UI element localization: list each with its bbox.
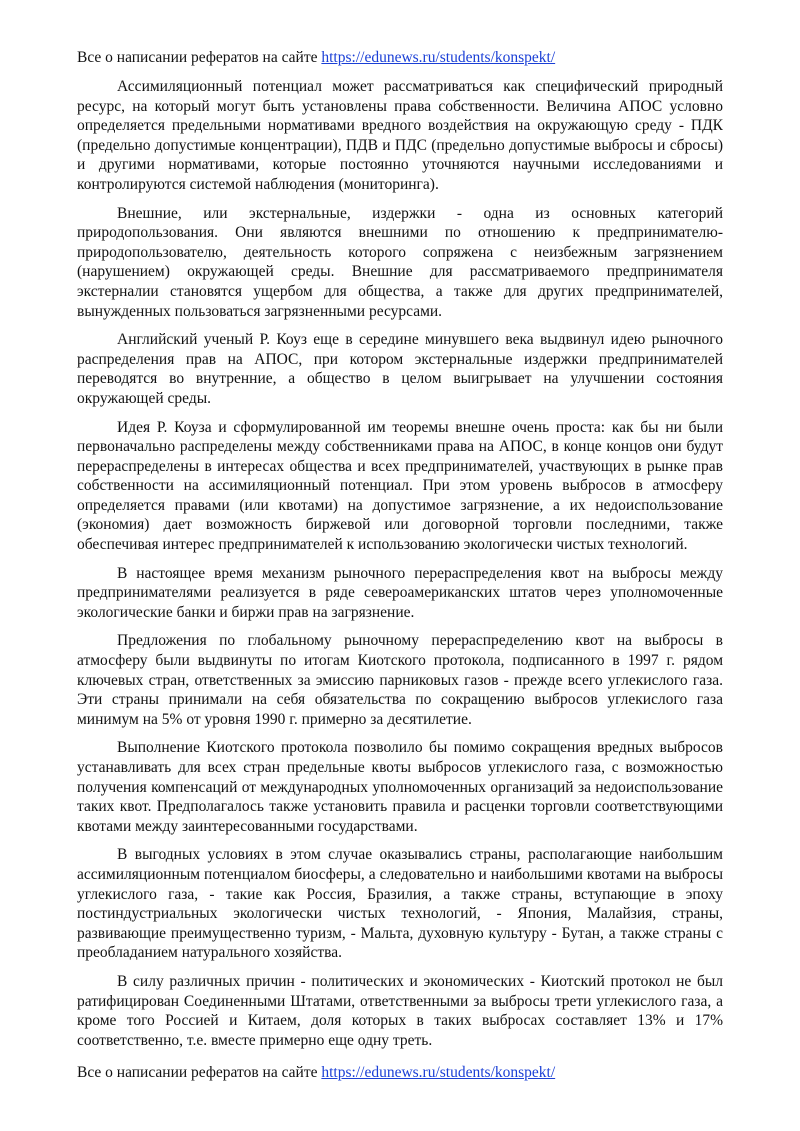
page-footer [77,1063,555,1083]
document-page [77,0,723,1131]
paragraph: Предложения по глобальному рыночному перераспределению квот на выбросы в атмосферу были выдвинуты по итогам Киотского протокола, подписанного в 1997 г. рядом ключевых стран, ответственных за эмиссию парниковых газов - прежде всего углекислого газа. Эти страны принимали на себя обязательства по сокращению выбросов углекислого газа минимум на 5% от уровня 1990 г. примерно за десятилетие. [77,632,723,728]
header-link[interactable]: https://edunews.ru/students/konspekt/ [321,49,556,66]
paragraph: В силу различных причин - политических и экономических - Киотский протокол не был ратифицирован Соединенными Штатами, ответственными за выбросы трети углекислого газа, а кроме того Россией и Китаем, доля которых в таких выбросах составляет 13% и 17% соответственно, т.е. вместе примерно еще одну треть. [77,972,723,1049]
paragraph: Идея Р. Коуза и сформулированной им теоремы внешне очень проста: как бы ни были первоначально распределены между собственниками права на АПОС, в конце концов они будут перераспределены в интересах общества и всех предпринимателей, участвующих в рынке прав собственности на ассимиляционный потенциал. При этом уровень выбросов в атмосферу определяется правами (или квотами) на допустимое загрязнение, а их недоиспользование (экономия) дает возможность биржевой или договорной торговли последними, также обеспечивая интерес предпринимателей к использованию экологически чистых технологий. [77,418,723,554]
paragraph: Внешние, или экстернальные, издержки - одна из основных категорий природопользования. Они являются внешними по отношению к предпринимателю-природопользователю, деятельность которого сопряжена с неизбежным загрязнением (нарушением) окружающей среды. Внешние для рассматриваемого предпринимателя экстерналии становятся ущербом для общества, а также для других предпринимателей, вынужденных пользоваться загрязненными ресурсами. [77,204,723,320]
footer-link[interactable]: https://edunews.ru/students/konspekt/ [321,1064,556,1081]
paragraph: В выгодных условиях в этом случае оказывались страны, располагающие наибольшим ассимиляционным потенциалом биосферы, а следовательно и наибольшими квотами на выбросы углекислого газа, - такие как Россия, Бразилия, а также страны, вступающие в эпоху постиндустриальных экологически чистых технологий, - Япония, Малайзия, страны, развивающие преимущественно туризм, - Мальта, духовную культуру - Бутан, а также страны с преобладанием натурального хозяйства. [77,846,723,962]
header-text: Все о написании рефератов на сайте [77,49,322,66]
paragraph: Ассимиляционный потенциал может рассматриваться как специфический природный ресурс, на который могут быть установлены права собственности. Величина АПОС условно определяется предельными нормативами вредного воздействия на окружающую среду - ПДК (предельно допустимые концентрации), ПДВ и ПДС (предельно допустимые выбросы и сбросы) и другими нормативами, которые постоянно уточняются научными исследованиями и контролируются системой наблюдения (мониторинга). [77,78,723,193]
paragraph: В настоящее время механизм рыночного перераспределения квот на выбросы между предпринимателями реализуется в ряде североамериканских штатов через уполномоченные экологические банки и биржи прав на загрязнение. [77,564,723,621]
footer-text: Все о написании рефератов на сайте [77,1064,322,1081]
page-header [77,48,555,68]
paragraph: Выполнение Киотского протокола позволило бы помимо сокращения вредных выбросов устанавливать для всех стран предельные квоты выбросов углекислого газа, с возможностью получения компенсаций от международных уполномоченных организаций за недоиспользование таких квот. Предполагалось также установить правила и расценки торговли соответствующими квотами между заинтересованными государствами. [77,739,723,835]
paragraph: Английский ученый Р. Коуз еще в середине минувшего века выдвинул идею рыночного распределения прав на АПОС, при котором экстернальные издержки предпринимателей переводятся во внутренние, а общество в целом выигрывает на улучшении состояния окружающей среды. [77,331,723,407]
document-body [77,77,723,1059]
